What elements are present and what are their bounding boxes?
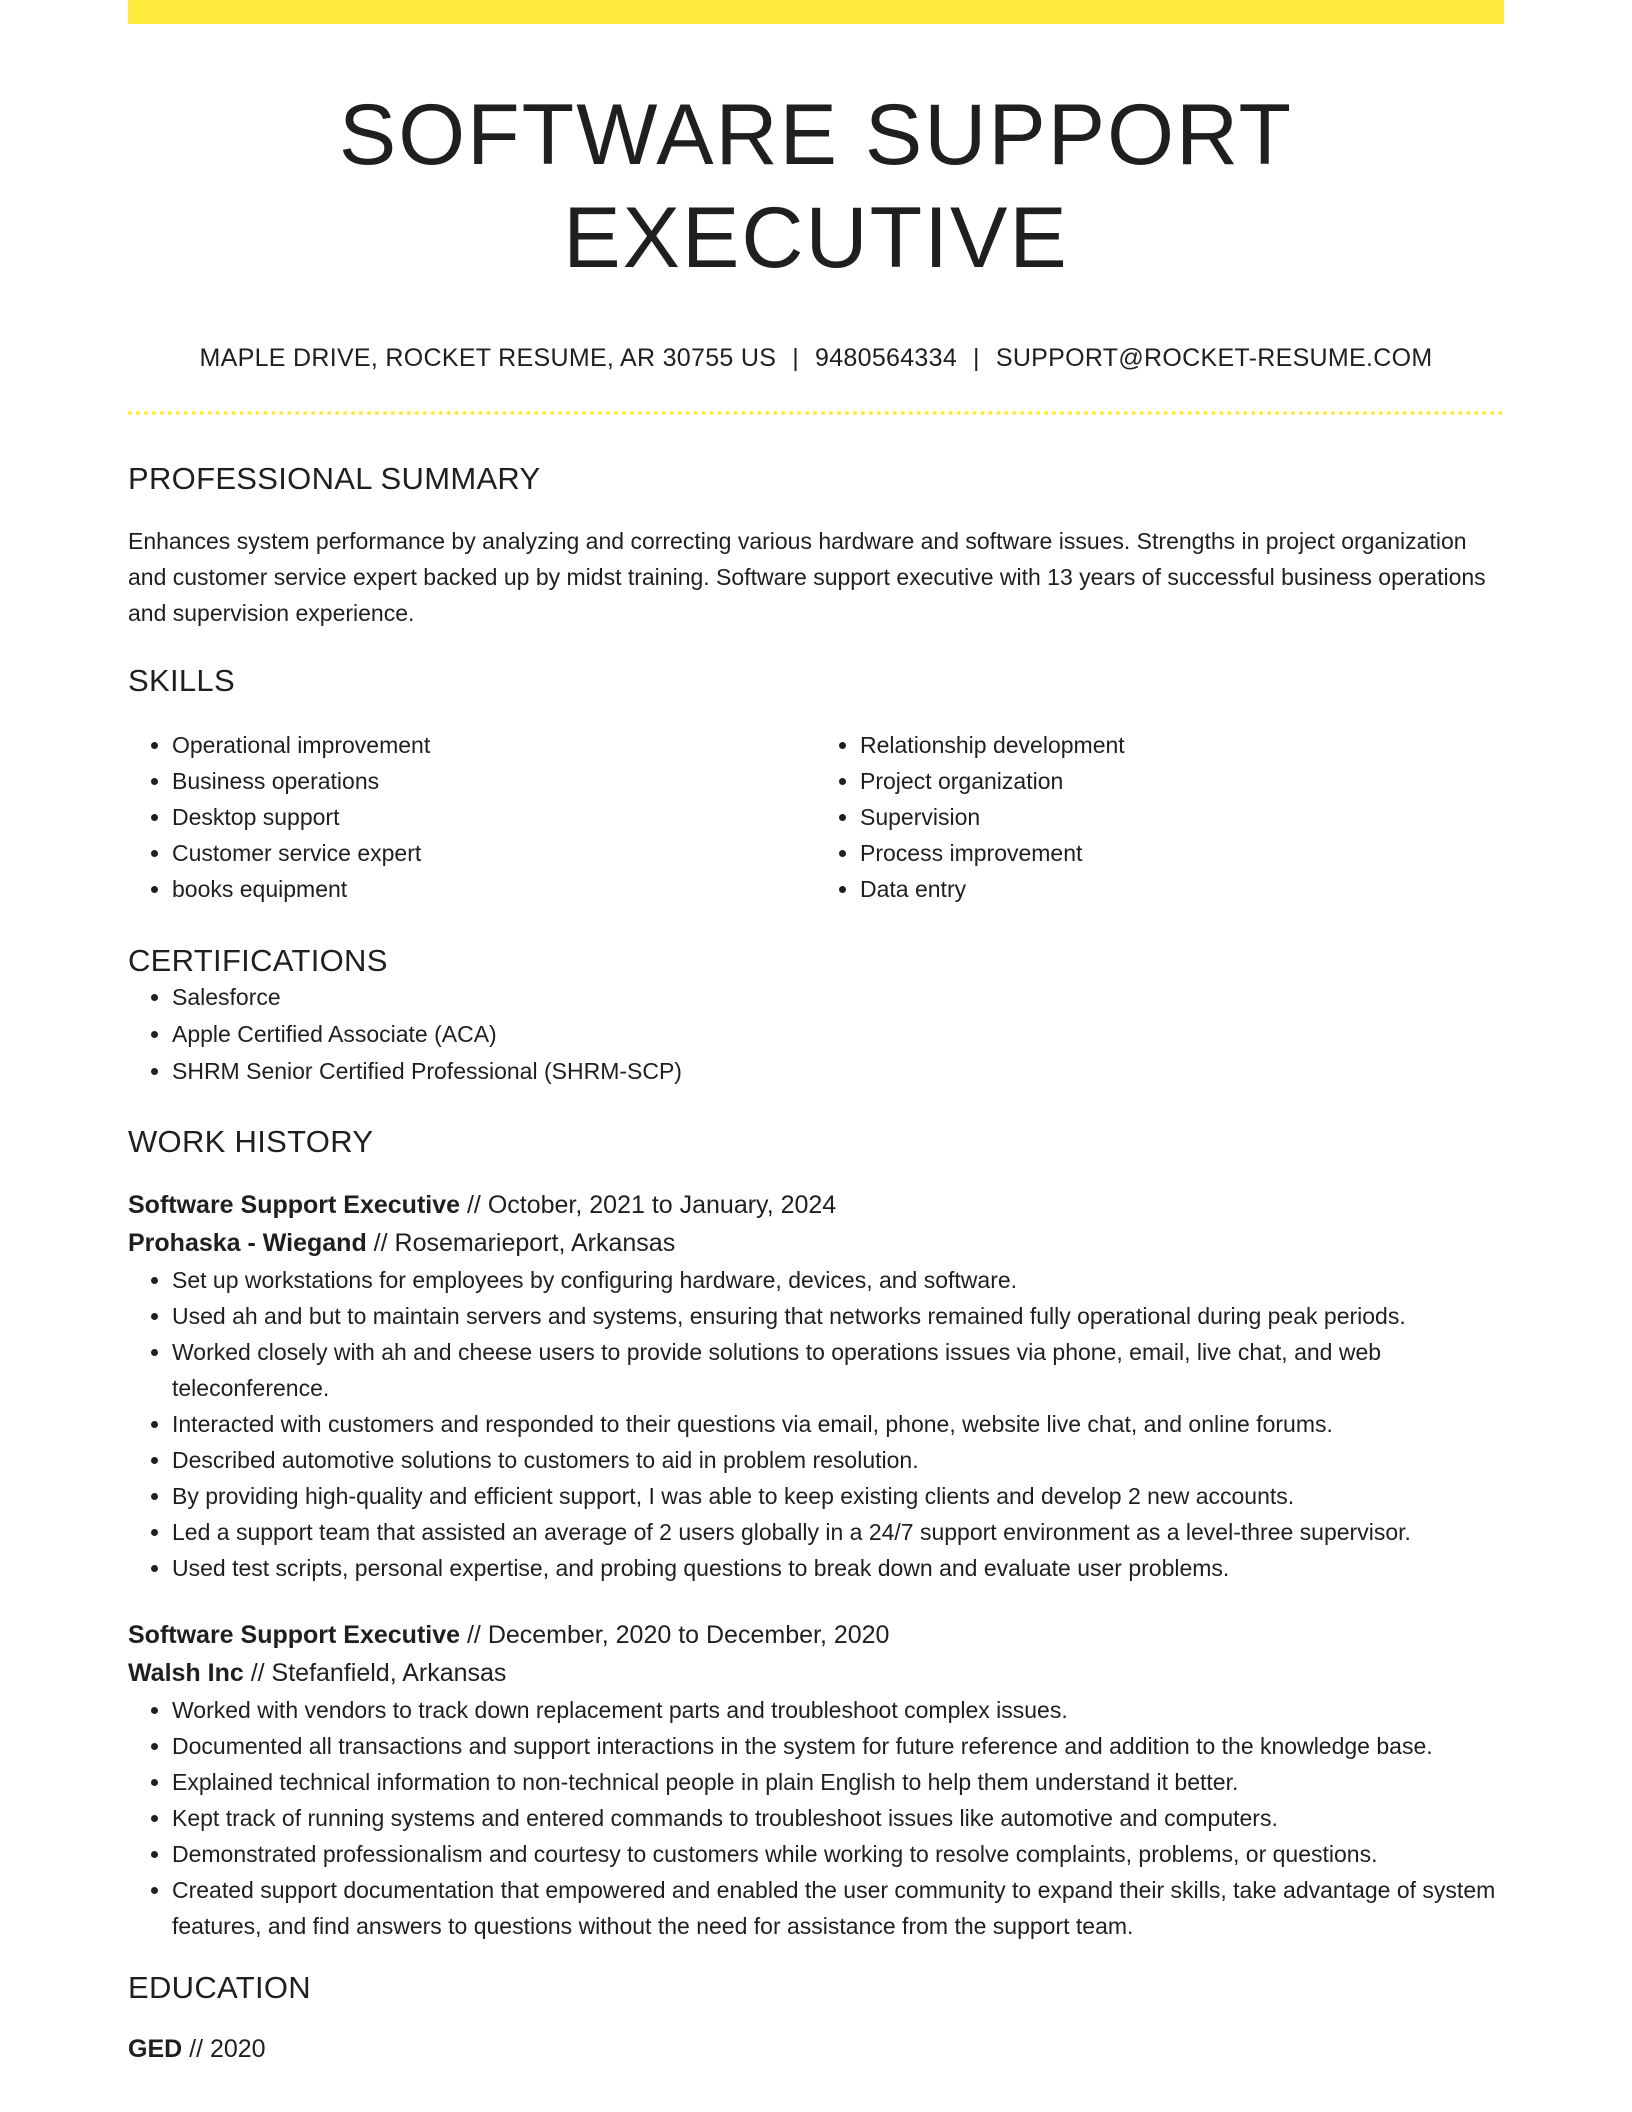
contact-phone: 9480564334 [815,344,958,373]
contact-email: SUPPORT@ROCKET-RESUME.COM [995,344,1433,373]
skills-list-left [128,727,816,907]
summary-heading: PROFESSIONAL SUMMARY [128,461,541,497]
job-company: Walsh Inc [128,1659,244,1688]
certifications-list [128,979,1504,1090]
certification-item: • Apple Certified Associate (ACA) [172,1016,1504,1053]
resume-page [128,0,1504,2068]
contact-separator: | [973,344,980,373]
job-duties-list [128,1262,1504,1586]
contact-line [128,344,1504,373]
skill-item: • Relationship development [860,727,1504,763]
accent-top-bar [128,0,1504,24]
job-header [128,1186,1504,1262]
dotted-divider [128,411,1504,415]
job-company-line [128,1224,1504,1262]
skill-item: • Project organization [860,763,1504,799]
education-degree: GED [128,2035,183,2064]
certification-item: • Salesforce [172,979,1504,1016]
job-role: Software Support Executive [128,1621,461,1650]
education-entry [128,2030,1504,2068]
job-duties-list [128,1692,1504,1944]
skill-item: • Process improvement [860,835,1504,871]
job-duty: • Documented all transactions and support interactions in the system for future reference and addition to the knowledge base. [172,1728,1504,1764]
skill-item: • Desktop support [172,799,816,835]
job-duty: • Explained technical information to non-technical people in plain English to help them understand it better. [172,1764,1504,1800]
job-dates: // December, 2020 to December, 2020 [460,1621,890,1650]
job-duty: • Kept track of running systems and entered commands to troubleshoot issues like automotive and computers. [172,1800,1504,1836]
job-duty: • Created support documentation that empowered and enabled the user community to expand their skills, take advantage of system features, and find answers to questions without the need for assistance from the support team. [172,1872,1504,1944]
work-history-heading: WORK HISTORY [128,1124,374,1160]
skill-item: • Supervision [860,799,1504,835]
job-dates: // October, 2021 to January, 2024 [460,1191,837,1220]
summary-text: Enhances system performance by analyzing and correcting various hardware and software issues. Strengths in project organization and customer service expert backed up by midst training. Software support executive with 13 years of successful business operations and supervision experience. [128,528,1486,627]
job-duty: • Interacted with customers and responded to their questions via email, phone, website live chat, and online forums. [172,1406,1504,1442]
skills-grid [128,727,1504,907]
job-duty: • Set up workstations for employees by configuring hardware, devices, and software. [172,1262,1504,1298]
job-company: Prohaska - Wiegand [128,1229,367,1258]
job-duty: • Used ah and but to maintain servers and systems, ensuring that networks remained fully operational during peak periods. [172,1298,1504,1334]
job-duty: • Described automotive solutions to customers to aid in problem resolution. [172,1442,1504,1478]
certifications-heading: CERTIFICATIONS [128,943,388,979]
job-company-line [128,1654,1504,1692]
job-title-line [128,1186,1504,1224]
certification-item: • SHRM Senior Certified Professional (SHRM-SCP) [172,1053,1504,1090]
skill-item: • Operational improvement [172,727,816,763]
job-duty: • By providing high-quality and efficient support, I was able to keep existing clients and develop 2 new accounts. [172,1478,1504,1514]
skill-item: • Data entry [860,871,1504,907]
education-heading: EDUCATION [128,1970,311,2006]
job-location: // Rosemarieport, Arkansas [366,1229,676,1258]
skills-list-right [816,727,1504,907]
job-duty: • Worked closely with ah and cheese users to provide solutions to operations issues via phone, email, live chat, and web teleconference. [172,1334,1504,1406]
education-year: // 2020 [182,2035,266,2064]
skill-item: • books equipment [172,871,816,907]
job-duty: • Worked with vendors to track down replacement parts and troubleshoot complex issues. [172,1692,1504,1728]
resume-name: SOFTWARE SUPPORT EXECUTIVE [338,87,1294,287]
job-location: // Stefanfield, Arkansas [243,1659,507,1688]
skills-heading: SKILLS [128,663,235,699]
skill-item: • Business operations [172,763,816,799]
job-duty: • Demonstrated professionalism and courtesy to customers while working to resolve complaints, problems, or questions. [172,1836,1504,1872]
contact-address: MAPLE DRIVE, ROCKET RESUME, AR 30755 US [199,344,777,373]
job-duty: • Used test scripts, personal expertise, and probing questions to break down and evaluate user problems. [172,1550,1504,1586]
job-title-line [128,1616,1504,1654]
contact-separator: | [792,344,799,373]
job-header [128,1616,1504,1692]
skill-item: • Customer service expert [172,835,816,871]
job-role: Software Support Executive [128,1191,461,1220]
job-duty: • Led a support team that assisted an average of 2 users globally in a 24/7 support environment as a level-three supervisor. [172,1514,1504,1550]
